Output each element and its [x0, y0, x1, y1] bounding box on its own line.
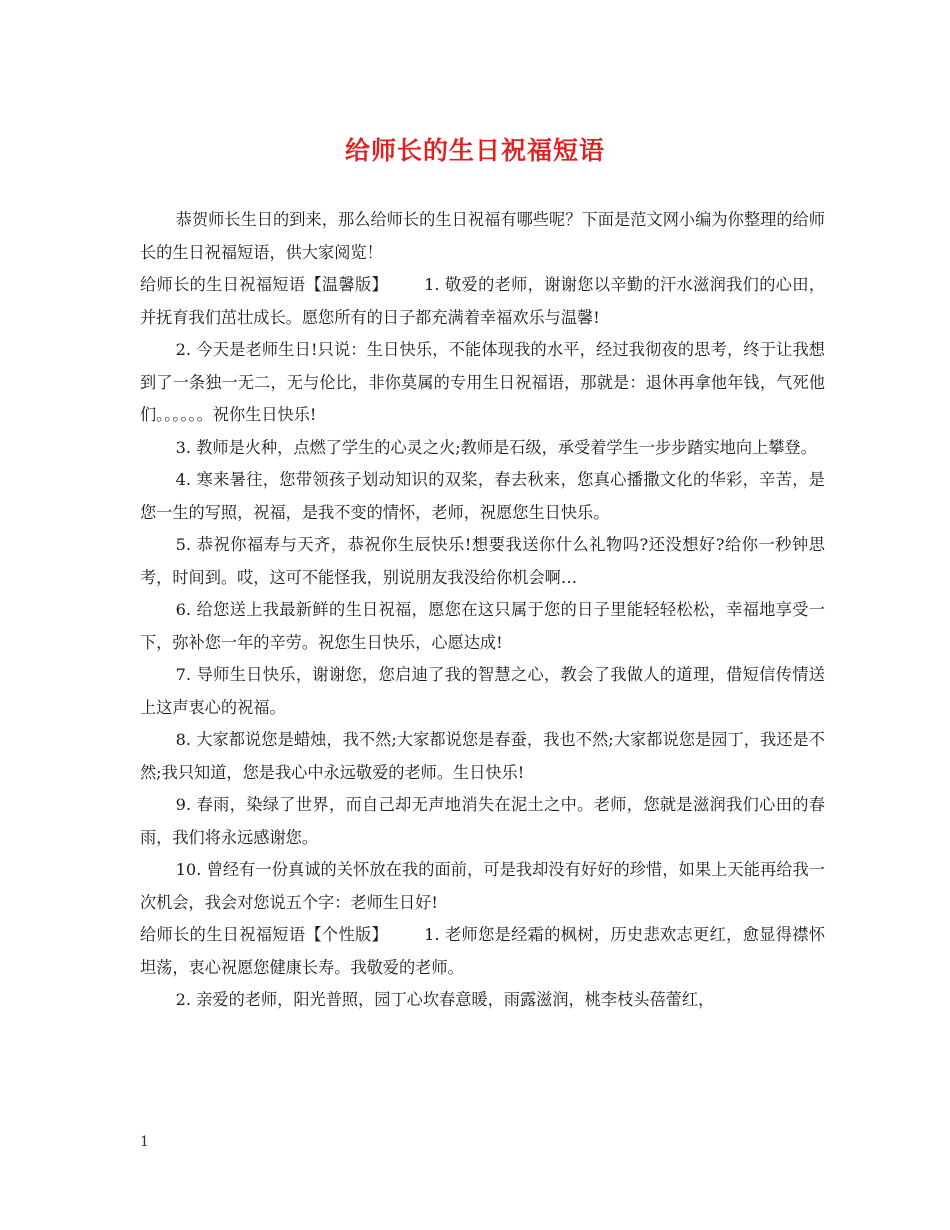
intro-paragraph: 恭贺师长生日的到来，那么给师长的生日祝福有哪些呢？下面是范文网小编为你整理的给师长的生日祝福短语，供大家阅览！ — [140, 210, 825, 262]
section-1-item-4: 4. 寒来暑往，您带领孩子划动知识的双桨，春去秋来，您真心播撒文化的华彩，辛苦，是您一生的写照，祝福，是我不变的情怀，老师，祝愿您生日快乐。 — [140, 470, 825, 522]
section-1-item-7: 7. 导师生日快乐，谢谢您，您启迪了我的智慧之心，教会了我做人的道理，借短信传情送上这声衷心的祝福。 — [140, 665, 825, 717]
section-1-item-10: 10. 曾经有一份真诚的关怀放在我的面前，可是我却没有好好的珍惜，如果上天能再给我一次机会，我会对您说五个字：老师生日好! — [140, 860, 825, 912]
section-1-item-9: 9. 春雨，染绿了世界，而自己却无声地消失在泥土之中。老师，您就是滋润我们心田的春雨，我们将永远感谢您。 — [140, 795, 825, 847]
section-2-first-paragraph — [140, 919, 825, 984]
section-1-first-paragraph — [140, 269, 825, 334]
section-2-heading: 给师长的生日祝福短语【个性版】 — [140, 925, 389, 944]
document-title: 给师长的生日祝福短语 — [344, 136, 605, 165]
section-1-item-5: 5. 恭祝你福寿与天齐，恭祝你生辰快乐!想要我送你什么礼物吗?还没想好?给你一秒钟思考，时间到。哎，这可不能怪我，别说朋友我没给你机会啊… — [140, 535, 825, 587]
section-1-item-8: 8. 大家都说您是蜡烛，我不然;大家都说您是春蚕，我也不然;大家都说您是园丁，我还是不然;我只知道，您是我心中永远敬爱的老师。生日快乐! — [140, 730, 825, 782]
section-1-item-3: 3. 教师是火种，点燃了学生的心灵之火;教师是石级，承受着学生一步步踏实地向上攀登。 — [175, 437, 817, 457]
section-2-item-2: 2. 亲爱的老师，阳光普照，园丁心坎春意暖，雨露滋润，桃李枝头蓓蕾红， — [175, 990, 715, 1009]
section-1-item-2: 2. 今天是老师生日!只说：生日快乐，不能体现我的水平，经过我彻夜的思考，终于让我想到了一条独一无二，无与伦比，非你莫属的专用生日祝福语，那就是：退休再拿他年钱，气死他们。。。。。。祝你生日快乐! — [140, 340, 825, 424]
page-number: 1 — [140, 1134, 149, 1150]
section-2-item-1: 1. 老师您是经霜的枫树，历史悲欢志更红，愈显得襟怀坦荡，衷心祝愿您健康长寿。我敬爱的老师。 — [140, 925, 826, 977]
section-1-heading: 给师长的生日祝福短语【温馨版】 — [140, 275, 389, 294]
section-1-item-1: 1. 敬爱的老师，谢谢您以辛勤的汗水滋润我们的心田，并抚育我们茁壮成长。愿您所有的日子都充满着幸福欢乐与温馨! — [140, 275, 826, 327]
document-body — [140, 204, 825, 1017]
section-1-item-6: 6. 给您送上我最新鲜的生日祝福，愿您在这只属于您的日子里能轻轻松松，幸福地享受一下，弥补您一年的辛劳。祝您生日快乐，心愿达成! — [140, 600, 825, 652]
